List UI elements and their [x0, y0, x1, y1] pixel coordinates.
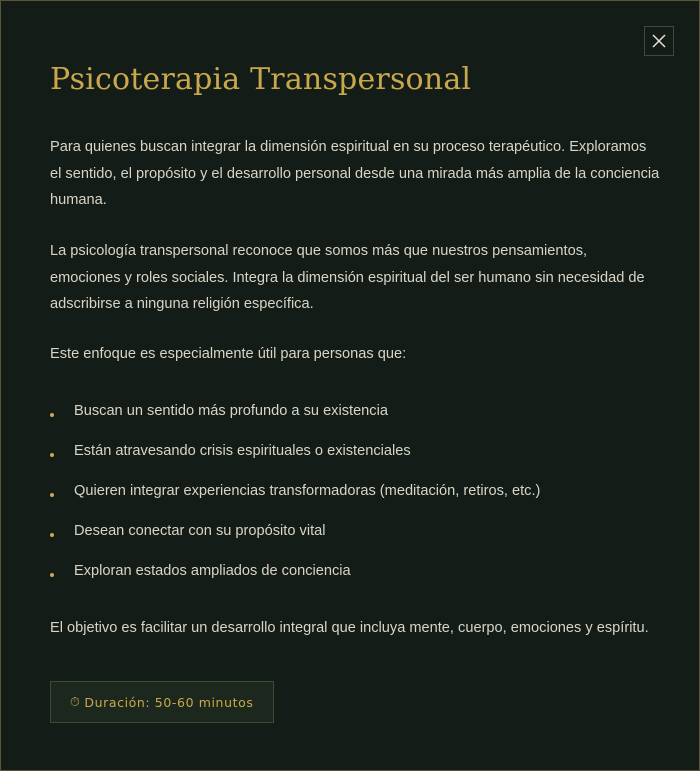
list-item — [50, 398, 540, 438]
intro-paragraph: Para quienes buscan integrar la dimensión espiritual en su proceso terapéutico. Exploramos el sentido, el propósito y el desarrollo personal desde una mirada más amplia de la conciencia humana. — [50, 139, 660, 208]
list-item — [50, 438, 540, 478]
bullet-dot-icon — [50, 413, 54, 417]
conclusion-paragraph: El objetivo es facilitar un desarrollo integral que incluya mente, cuerpo, emociones y espíritu. — [50, 620, 649, 636]
bullet-dot-icon — [50, 493, 54, 497]
list-item — [50, 558, 540, 598]
list-item-text: Buscan un sentido más profundo a su existencia — [74, 403, 388, 419]
bullet-dot-icon — [50, 573, 54, 577]
duration-label: Duración: 50-60 minutos — [84, 694, 254, 710]
list-item-text: Desean conectar con su propósito vital — [74, 523, 326, 539]
modal-title: Psicoterapia Transpersonal — [50, 62, 472, 97]
list-intro: Este enfoque es especialmente útil para personas que: — [50, 346, 407, 362]
duration-badge — [50, 681, 274, 723]
timer-icon: ⏱ — [70, 694, 81, 709]
list-item-text: Están atravesando crisis espirituales o existenciales — [74, 443, 411, 459]
list-item-text: Exploran estados ampliados de conciencia — [74, 563, 351, 579]
list-item-text: Quieren integrar experiencias transformadoras (meditación, retiros, etc.) — [74, 483, 541, 499]
close-button[interactable] — [644, 26, 674, 56]
list-item — [50, 518, 540, 558]
bullet-dot-icon — [50, 533, 54, 537]
bullet-dot-icon — [50, 453, 54, 457]
benefits-list — [50, 398, 540, 598]
close-icon — [652, 34, 666, 48]
description-paragraph: La psicología transpersonal reconoce que somos más que nuestros pensamientos, emociones y roles sociales. Integra la dimensión espiritual del ser humano sin necesidad de adscribirse a ninguna religión específica. — [50, 243, 645, 312]
list-item — [50, 478, 540, 518]
